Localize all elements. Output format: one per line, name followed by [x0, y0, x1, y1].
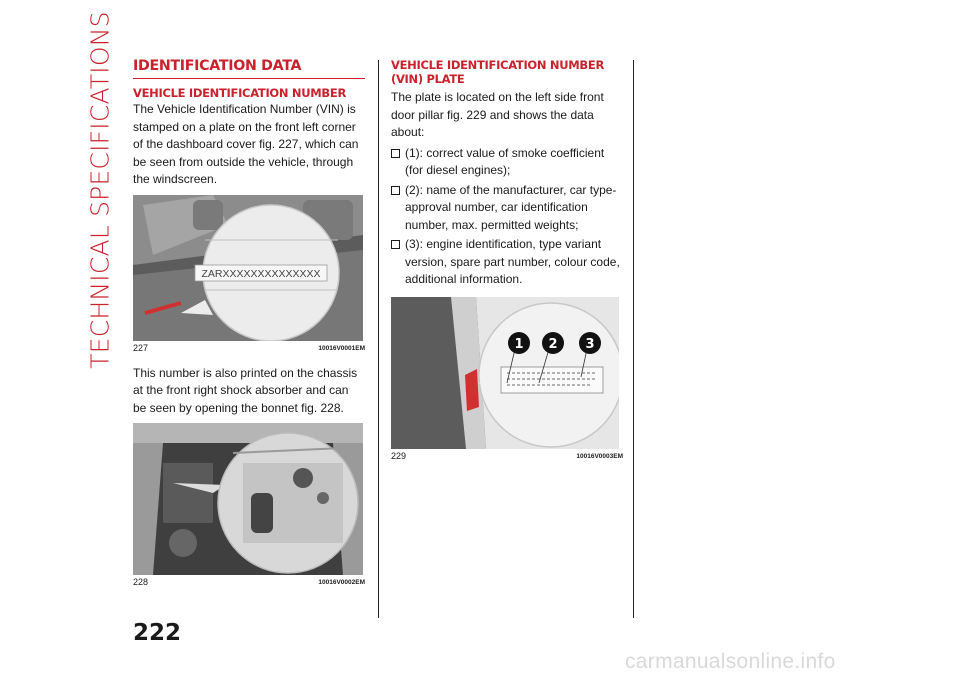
- figure-227: [133, 195, 365, 353]
- door-pillar-illustration: [391, 297, 619, 449]
- section-title-rule: [133, 78, 365, 79]
- page-number: 222: [133, 620, 182, 646]
- vin-plate-intro: The plate is located on the left side front door pillar fig. 229 and shows the data about:: [391, 90, 604, 139]
- bullet-text-2: (2): name of the manufacturer, car type-approval number, car identification number, max. permitted weights;: [405, 182, 617, 232]
- checkbox-bullet-icon: [391, 186, 400, 195]
- bullet-item-3: [391, 236, 623, 289]
- watermark: carmanualsonline.info: [625, 650, 836, 673]
- figure-227-caption: [133, 341, 365, 353]
- figure-229-number: 229: [391, 450, 407, 461]
- dashboard-illustration: [133, 195, 363, 341]
- callout-1: [508, 332, 530, 354]
- figure-228-caption: [133, 575, 365, 587]
- engine-bay-illustration: [133, 423, 363, 575]
- vin-paragraph-2: This number is also printed on the chassis at the front right shock absorber and can be seen by opening the bonnet fig. 228.: [133, 365, 358, 415]
- figure-229: [391, 297, 623, 461]
- figure-228: [133, 423, 365, 587]
- figure-227-number: 227: [133, 342, 149, 353]
- figure-229-caption: [391, 449, 623, 461]
- figure-227-code: 10016V0001EM: [318, 344, 365, 352]
- figure-229-image: [391, 297, 619, 449]
- side-section-title: [82, 11, 118, 369]
- bullet-item-2: [391, 182, 623, 235]
- callout-3-label: 3: [585, 336, 595, 352]
- callout-3: [579, 332, 601, 354]
- column-divider-1: [378, 60, 379, 618]
- side-section-title-text: TECHNICAL SPECIFICATIONS: [85, 11, 115, 369]
- bullet-item-1: [391, 145, 623, 180]
- figure-228-code: 10016V0002EM: [318, 579, 365, 586]
- vin-paragraph-1: The Vehicle Identification Number (VIN) is stamped on a plate on the front left corner of the dashboard cover fig. 227, which can be seen from outside the vehicle, through the windscreen.: [133, 102, 359, 186]
- column-divider-2: [633, 60, 634, 618]
- figure-228-number: 228: [133, 577, 149, 587]
- callout-2-label: 2: [548, 336, 558, 352]
- callout-2: [542, 332, 564, 354]
- callout-1-label: 1: [514, 336, 524, 352]
- section-title: IDENTIFICATION DATA: [133, 58, 302, 74]
- left-column: [133, 56, 365, 587]
- checkbox-bullet-icon: [391, 149, 400, 158]
- subsection-title-vin: VEHICLE IDENTIFICATION NUMBER: [133, 86, 347, 100]
- figure-229-code: 10016V0003EM: [576, 452, 623, 460]
- figure-227-image: [133, 195, 363, 341]
- checkbox-bullet-icon: [391, 240, 400, 249]
- vin-plate-text: ZARXXXXXXXXXXXXXX: [201, 267, 321, 280]
- subsection-title-vin-plate-1: VEHICLE IDENTIFICATION NUMBER: [391, 58, 605, 72]
- subsection-title-vin-plate-2: (VIN) PLATE: [391, 72, 465, 86]
- bullet-text-1: (1): correct value of smoke coefficient (for diesel engines);: [405, 145, 605, 177]
- bullet-text-3: (3): engine identification, type variant version, spare part number, colour code, additional information.: [405, 237, 620, 286]
- figure-228-image: [133, 423, 363, 575]
- right-column: [391, 58, 623, 461]
